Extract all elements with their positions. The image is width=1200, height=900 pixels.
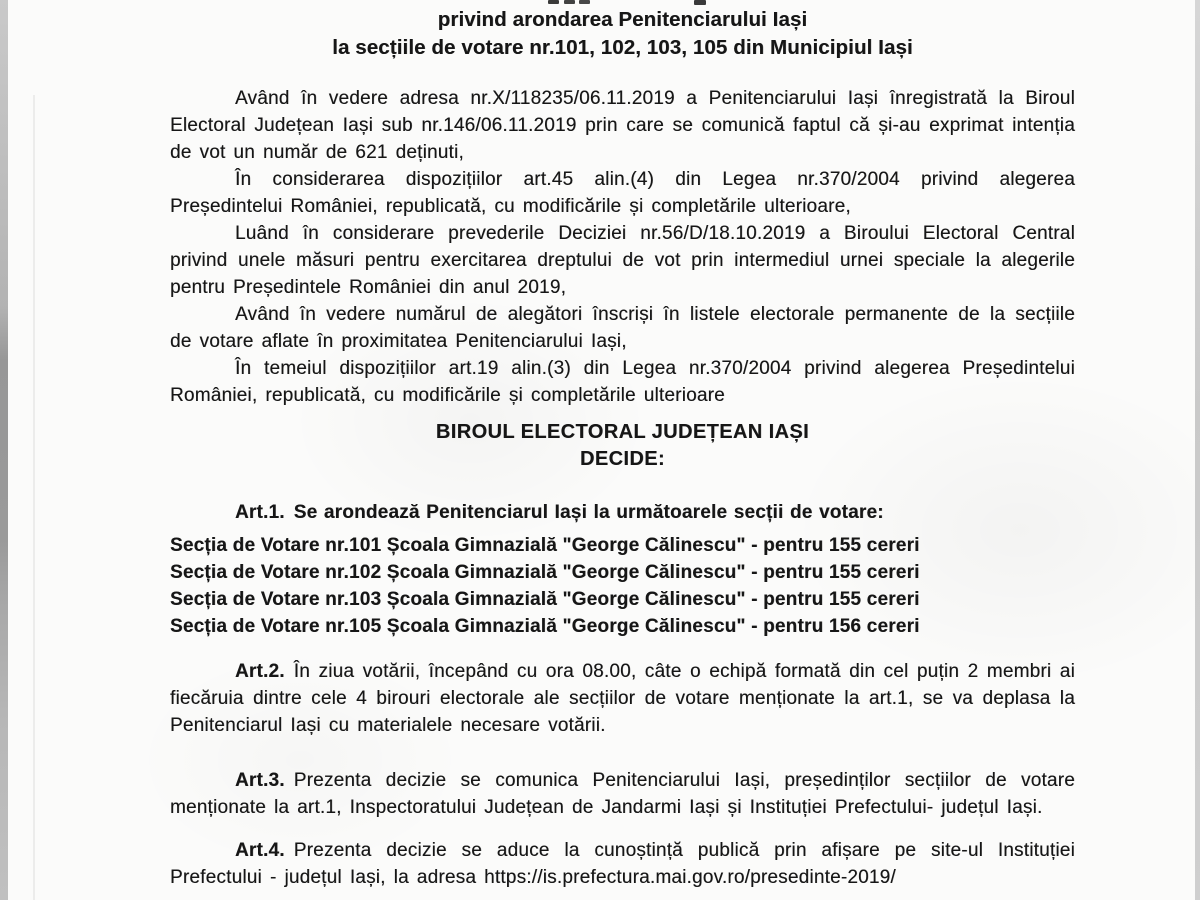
document-body xyxy=(170,0,1075,891)
article-2-text: În ziua votării, începând cu ora 08.00, câte o echipă formată din cel puțin 2 membri ai fiecăruia dintre cele 4 birouri electorale ale secțiilor de votare menționate la art.1, se va deplasa la Penitenciarul Iași cu materialele necesare votării. xyxy=(170,661,1075,736)
article-3-label: Art.3. xyxy=(235,770,285,791)
article-4-text: Prezenta decizie se aduce la cunoștință publică prin afișare pe site-ul Instituției Prefectului - județul Iași, la adresa https://is.prefectura.mai.gov.ro/presedinte-2019/ xyxy=(170,840,1075,888)
article-3 xyxy=(170,767,1075,821)
article-1-text: Se arondează Penitenciarul Iași la următoarele secții de votare: xyxy=(293,502,884,523)
subject-line-2: la secțiile de votare nr.101, 102, 103, 105 din Municipiul Iași xyxy=(332,36,913,59)
subject-line-1: privind arondarea Penitenciarului Iași xyxy=(437,8,808,31)
article-2 xyxy=(170,658,1075,739)
polling-station-line-102: Secția de Votare nr.102 Școala Gimnazială "George Călinescu" - pentru 155 cereri xyxy=(170,562,920,583)
decide-label: DECIDE: xyxy=(579,448,666,470)
preamble-paragraph-4: Având în vedere numărul de alegători înscriși în listele electorale permanente de la secțiile de votare aflate în proximitatea Penitenciarului Iași, xyxy=(170,304,1075,352)
document-subject xyxy=(170,6,1075,62)
article-4-label: Art.4. xyxy=(235,840,285,861)
scan-edge-right xyxy=(1195,0,1200,900)
preamble-paragraph-3: Luând în considerare prevederile Deciziei nr.56/D/18.10.2019 a Biroului Electoral Central privind unele măsuri pentru exercitarea dreptului de vot prin intermediul urnei speciale la alegerile pentru Președintele României din anul 2019, xyxy=(170,223,1075,298)
article-2-label: Art.2. xyxy=(235,661,285,682)
article-1-label: Art.1. xyxy=(235,502,285,523)
polling-station-line-105: Secția de Votare nr.105 Școala Gimnazială "George Călinescu" - pentru 156 cereri xyxy=(170,616,920,637)
preamble-paragraph-1: Având în vedere adresa nr.X/118235/06.11.2019 a Penitenciarului Iași înregistrată la Biroul Electoral Județean Iași sub nr.146/06.11.2019 prin care se comunică faptul că și-au exprimat intenția de vot un număr de 621 deținuti, xyxy=(170,88,1075,163)
article-1 xyxy=(170,499,1075,526)
preamble-paragraph-2: În considerarea dispozițiilor art.45 alin.(4) din Legea nr.370/2004 privind alegerea Președintelui României, republicată, cu modificările și completările ulterioare, xyxy=(170,169,1075,217)
article-4 xyxy=(170,837,1075,891)
polling-station-line-101: Secția de Votare nr.101 Școala Gimnazială "George Călinescu" - pentru 155 cereri xyxy=(170,535,920,556)
polling-station-list xyxy=(170,532,1075,640)
polling-station-line-103: Secția de Votare nr.103 Școala Gimnazială "George Călinescu" - pentru 155 cereri xyxy=(170,589,920,610)
article-3-text: Prezenta decizie se comunica Penitenciarului Iași, președinților secțiilor de votare menționate la art.1, Inspectoratului Județean de Jandarmi Iași și Instituției Prefectului- județul Iași. xyxy=(170,770,1075,818)
scan-fold-line xyxy=(33,95,35,900)
preamble-paragraph-5: În temeiul dispozițiilor art.19 alin.(3) din Legea nr.370/2004 privind alegerea Președintelui României, republicată, cu modificările și completările ulterioare xyxy=(170,358,1075,406)
issuer-heading-block xyxy=(170,419,1075,473)
issuer-name: BIROUL ELECTORAL JUDEȚEAN IAȘI xyxy=(435,421,810,443)
scan-edge-left xyxy=(0,0,8,900)
